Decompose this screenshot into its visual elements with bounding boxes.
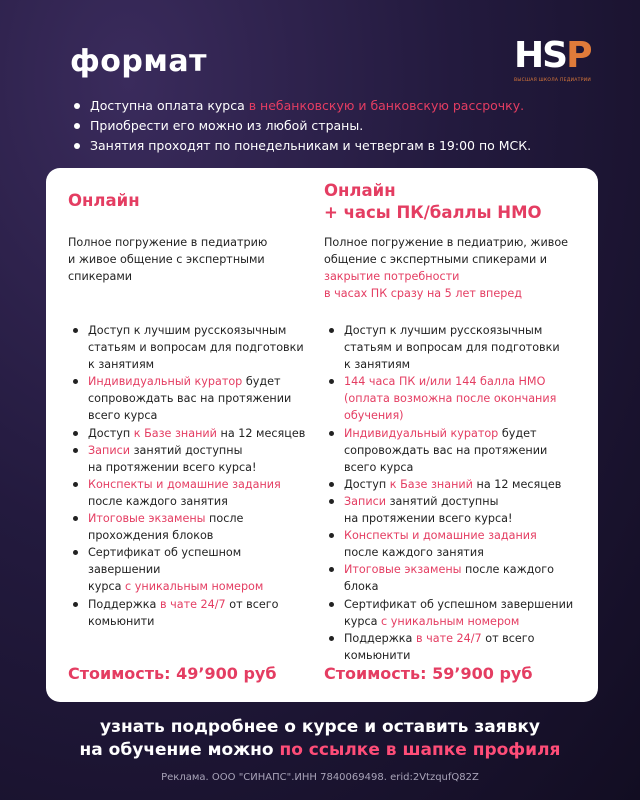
highlight-text: с уникальным номером: [125, 580, 264, 594]
intro-item: [68, 136, 531, 156]
feature-item: [324, 476, 573, 493]
highlight-text: (оплата возможна после окончания: [344, 392, 557, 406]
feature-item: [68, 510, 316, 544]
text-span: статьям и вопросам для подготовки: [88, 341, 304, 355]
text-span: Сертификат об успешном завершении: [344, 597, 574, 611]
feature-item: [68, 425, 316, 442]
feature-item: [68, 476, 316, 510]
text-span: всего курса: [88, 409, 158, 423]
text-span: Полное погружение в педиатрию: [68, 236, 268, 249]
logo-hs: HS: [514, 35, 567, 76]
text-span: Доступ к лучшим русскоязычным: [88, 324, 287, 337]
text-span: прохождения блоков: [88, 529, 214, 543]
plan-description: [324, 234, 568, 302]
feature-item: [68, 442, 316, 476]
plan-price: Стоимость: 59’900 руб: [324, 664, 533, 683]
text-span: спикерами: [68, 270, 133, 283]
text-span: блока: [344, 580, 379, 594]
text-span: на обучение можно: [79, 740, 280, 760]
text-span: статьям и вопросам для подготовки: [344, 341, 560, 355]
highlight-text: в часах ПК сразу на 5 лет вперед: [324, 287, 522, 300]
text-span: после каждого занятия: [344, 546, 484, 560]
text-span: на 12 месяцев: [472, 477, 562, 491]
pricing-card: [46, 168, 598, 702]
text-span: к занятиям: [344, 358, 411, 372]
highlight-text: Итоговые экзамены: [344, 563, 462, 577]
text-span: Занятия проходят по понедельникам и четвергам в 19:00 по МСК.: [90, 138, 532, 153]
text-span: сопровождать вас на протяжении: [344, 443, 548, 457]
highlight-text: в чате 24/7: [159, 597, 226, 611]
highlight-text: с уникальным номером: [381, 614, 520, 628]
feature-item: [68, 596, 316, 630]
text-span: Доступ: [344, 477, 390, 491]
highlight-text: к Базе знаний: [389, 477, 473, 491]
text-span: общение с экспертными спикерами и: [324, 253, 548, 266]
feature-item: [68, 322, 316, 373]
text-span: занятий доступны: [386, 494, 499, 508]
text-span: будет: [498, 426, 537, 440]
highlight-text: Записи: [344, 494, 387, 508]
feature-item: [324, 425, 573, 476]
hsp-logo: [514, 36, 600, 86]
text-span: курса: [344, 614, 382, 628]
highlight-text: Итоговые экзамены: [88, 512, 206, 526]
text-span: сопровождать вас на протяжении: [88, 392, 292, 406]
highlight-text: Записи: [88, 443, 131, 457]
feature-item: [324, 373, 573, 424]
highlight-text: 144 часа ПК и/или 144 балла НМО: [344, 375, 546, 389]
text-span: всего курса: [344, 460, 414, 474]
text-span: и живое общение с экспертными: [68, 253, 265, 266]
text-span: Доступ: [88, 426, 134, 440]
text-span: после: [205, 512, 244, 526]
plan-title: Онлайн + часы ПК/баллы НМО: [324, 181, 542, 222]
highlight-text: Индивидуальный куратор: [88, 375, 243, 389]
feature-item: [68, 373, 316, 424]
text-span: Полное погружение в педиатрию, живое: [324, 236, 569, 249]
cta-text: [0, 716, 640, 762]
text-span: на протяжении всего курса!: [344, 512, 513, 526]
text-span: комьюнити: [344, 648, 411, 662]
highlight-text: обучения): [344, 409, 404, 423]
highlight-text: Индивидуальный куратор: [344, 426, 499, 440]
plan-title: Онлайн: [68, 191, 140, 210]
highlight-text: Конспекты и домашние задания: [88, 477, 281, 491]
logo-subtitle: ВЫСШАЯ ШКОЛА ПЕДИАТРИИ: [514, 78, 592, 83]
highlight-text: закрытие потребности: [324, 270, 460, 283]
plan-description: [68, 234, 267, 285]
text-span: занятий доступны: [130, 443, 243, 457]
highlight-text: по ссылке в шапке профиля: [279, 740, 561, 760]
intro-list: [68, 96, 531, 156]
logo-p: P: [566, 35, 591, 76]
text-span: от всего: [225, 597, 279, 611]
feature-item: [324, 630, 573, 664]
text-span: от всего: [481, 631, 535, 645]
text-span: Доступна оплата курса: [90, 98, 249, 113]
feature-item: [324, 527, 573, 561]
page-title: формат: [70, 44, 208, 79]
feature-list: [324, 322, 573, 664]
highlight-text: к Базе знаний: [133, 426, 217, 440]
intro-item: [68, 96, 531, 116]
ad-disclaimer: Реклама. ООО "СИНАПС".ИНН 7840069498. erid:2VtzqufQ82Z: [161, 772, 479, 783]
text-span: будет: [242, 375, 281, 389]
feature-item: [324, 561, 573, 595]
text-span: Приобрести его можно из любой страны.: [90, 118, 364, 133]
highlight-text: в чате 24/7: [415, 631, 482, 645]
text-span: курса: [88, 580, 126, 594]
highlight-text: Конспекты и домашние задания: [344, 529, 537, 543]
text-span: узнать подробнее о курсе и оставить заявку: [100, 717, 540, 737]
text-span: Поддержка: [344, 631, 416, 645]
feature-list: [68, 322, 316, 630]
highlight-text: в небанковскую и банковскую рассрочку.: [248, 98, 525, 113]
plan-price: Стоимость: 49’900 руб: [68, 664, 277, 683]
text-span: к занятиям: [88, 358, 155, 372]
text-span: на протяжении всего курса!: [88, 460, 257, 474]
text-span: на 12 месяцев: [216, 426, 306, 440]
feature-item: [324, 596, 573, 630]
feature-item: [324, 493, 573, 527]
text-span: Доступ к лучшим русскоязычным: [344, 324, 543, 337]
feature-item: [68, 544, 316, 595]
text-span: после каждого: [461, 563, 554, 577]
text-span: после каждого занятия: [88, 494, 228, 508]
feature-item: [324, 322, 573, 373]
text-span: Сертификат об успешном завершении: [88, 546, 242, 577]
text-span: Поддержка: [88, 597, 160, 611]
text-span: комьюнити: [88, 614, 155, 628]
intro-item: [68, 116, 531, 136]
